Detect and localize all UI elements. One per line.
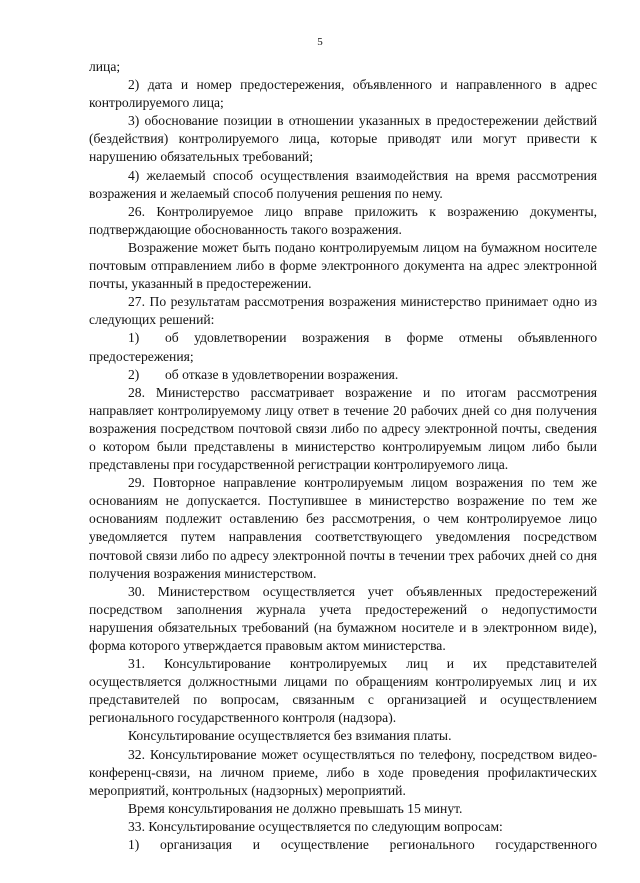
decision-item bbox=[89, 329, 597, 365]
paragraph: 31. Консультирование контролируемых лиц и их представителей осуществляется должностными лицами по обращениям контролируемых лиц и их представителей по вопросам, связанным с организацией и осуществлением регионального государственного контроля (надзора). bbox=[89, 656, 597, 726]
paragraph: Возражение может быть подано контролируемым лицом на бумажном носителе почтовым отправлением либо в форме электронного документа на адрес электронной почты, указанный в предостережении. bbox=[89, 239, 597, 292]
page-number: 5 bbox=[317, 36, 323, 48]
decision-item bbox=[89, 366, 597, 384]
paragraph: 32. Консультирование может осуществляться по телефону, посредством видео-конференц-связи, на личном приеме, либо в ходе проведения профилактических мероприятий, контрольных (надзорных) мероприятий. bbox=[89, 746, 597, 798]
paragraph: 33. Консультирование осуществляется по следующим вопросам: bbox=[128, 818, 503, 834]
paragraph: 26. Контролируемое лицо вправе приложить к возражению документы, подтверждающие обоснованность такого возражения. bbox=[89, 203, 597, 237]
paragraph: 2) дата и номер предостережения, объявленного и направленного в адрес контролируемого лица; bbox=[89, 77, 597, 111]
paragraph: 27. По результатам рассмотрения возражения министерство принимает одно из следующих решений: bbox=[89, 294, 597, 328]
paragraph: Время консультирования не должно превышать 15 минут. bbox=[128, 800, 463, 816]
paragraph: 1) организация и осуществление регионального государственного bbox=[128, 837, 597, 853]
paragraph: Консультирование осуществляется без взимания платы. bbox=[128, 728, 452, 744]
paragraph: лица; bbox=[89, 59, 121, 74]
decision-number: 1) bbox=[128, 330, 140, 346]
paragraph: 30. Министерством осуществляется учет объявленных предостережений посредством заполнения журнала учета предостережений о недопустимости нарушения обязательных требований (на бумажном носителе и в электронном виде), форма которого утверждается правовым актом министерства. bbox=[89, 583, 597, 653]
paragraph: 3) обоснование позиции в отношении указанных в предостережении действий (бездействия) контролируемого лица, которые приводят или могут привести к нарушению обязательных требований; bbox=[89, 113, 597, 165]
paragraph: 4) желаемый способ осуществления взаимодействия на время рассмотрения возражения и желаемый способ получения решения по нему. bbox=[89, 167, 597, 201]
document-body bbox=[89, 58, 597, 854]
paragraph: 28. Министерство рассматривает возражение и по итогам рассмотрения направляет контролируемому лицу ответ в течение 20 рабочих дней со дня получения возражения посредством почтовой связи либо по адресу электронной почты, сведения о котором были представлены в министерство контролируемым лицом либо были представлены при государственной регистрации контролируемого лица. bbox=[89, 384, 597, 473]
decision-number: 2) bbox=[128, 366, 140, 382]
decision-text: об удовлетворении возражения в форме отмены объявленного предостережения; bbox=[89, 330, 597, 364]
decision-text: об отказе в удовлетворении возражения. bbox=[165, 366, 399, 382]
paragraph: 29. Повторное направление контролируемым лицом возражения по тем же основаниям не допускается. Поступившее в министерство возражение по тем же основаниям подлежит оставлению без рассмотрения, о чем контролируемое лицо уведомляется путем направления соответствующего уведомления посредством почтовой связи либо по адресу электронной почты в течении трех рабочих дней со дня получения возражения министерством. bbox=[89, 475, 597, 581]
